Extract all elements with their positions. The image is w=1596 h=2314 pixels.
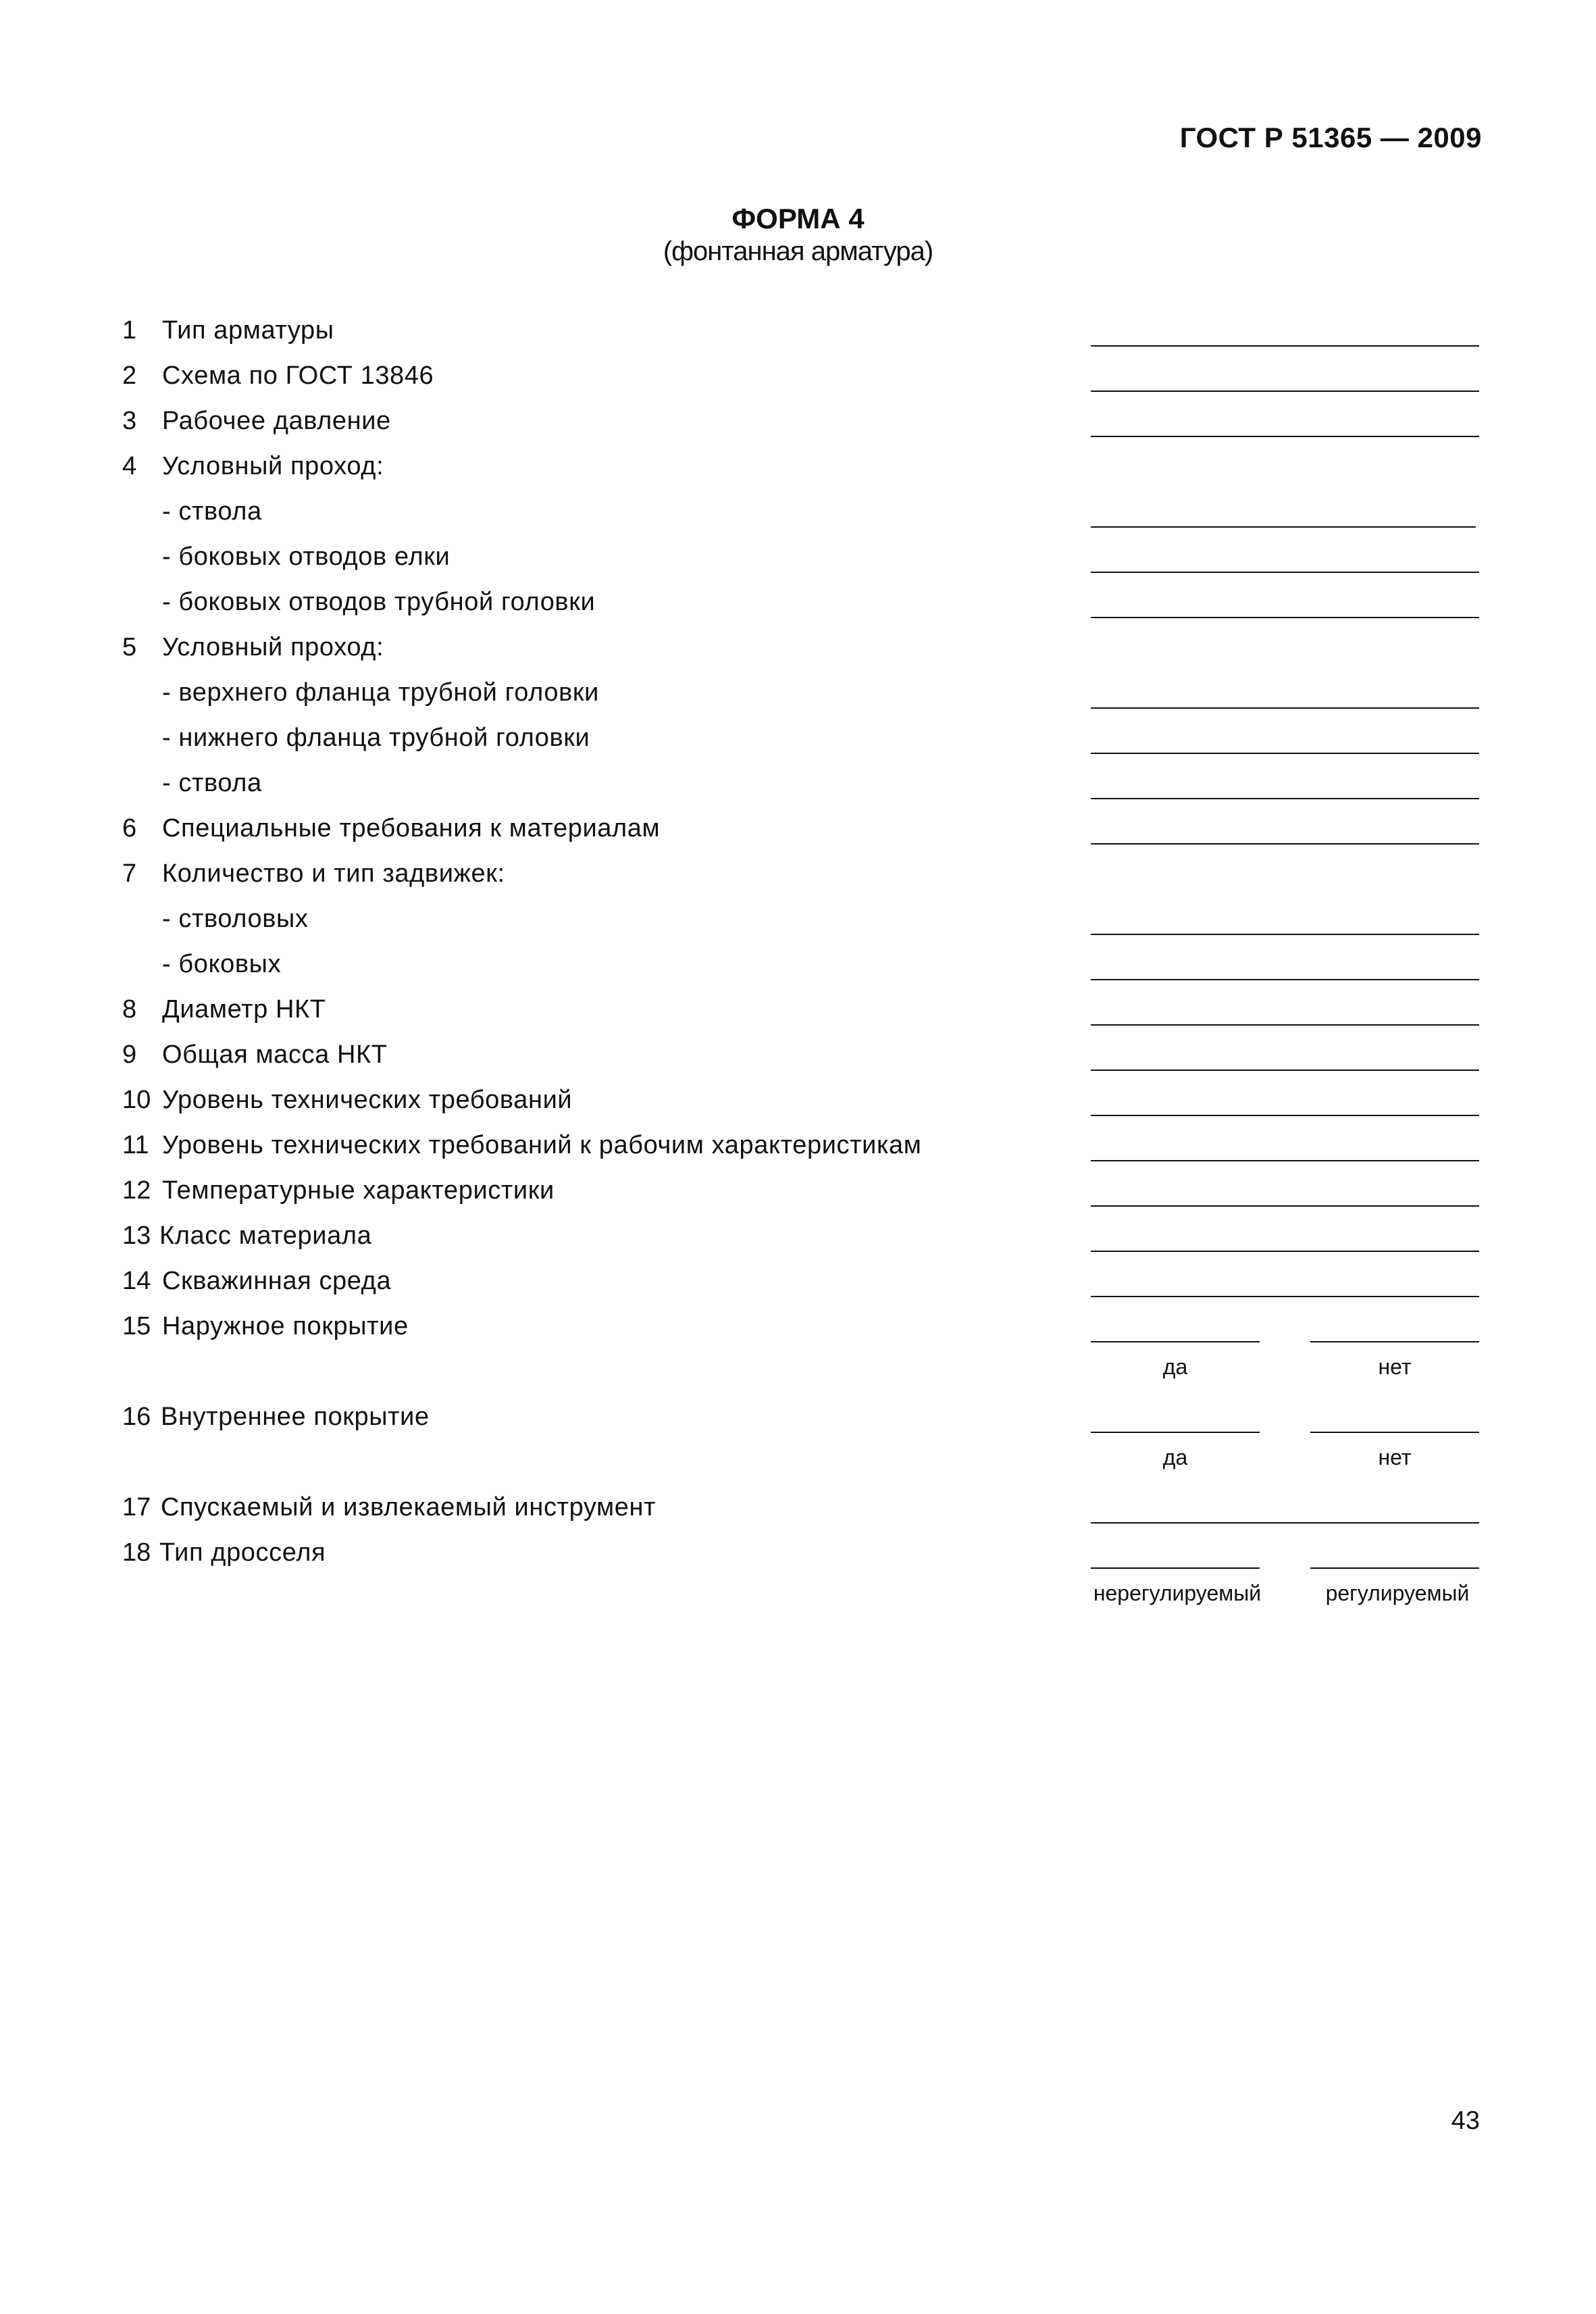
answer-line-no[interactable] (1310, 1341, 1479, 1342)
field-row (0, 858, 1596, 903)
answer-line[interactable] (1091, 436, 1479, 437)
field-number: 1 (122, 316, 137, 345)
form-subtitle: (фонтанная арматура) (663, 236, 933, 266)
field-row (0, 315, 1596, 360)
field-number: 7 (122, 859, 137, 888)
field-number: 16 (122, 1403, 151, 1431)
answer-line-unregulated[interactable] (1091, 1567, 1260, 1569)
field-row (0, 994, 1596, 1039)
answer-line-yes[interactable] (1091, 1432, 1260, 1433)
field-label: Внутреннее покрытие (161, 1403, 430, 1431)
answer-line[interactable] (1091, 979, 1479, 980)
answer-line[interactable] (1091, 1205, 1479, 1207)
field-row (0, 1130, 1596, 1175)
field-label: - ствола (162, 497, 262, 526)
option-yes-label: да (1162, 1355, 1188, 1379)
field-label: - стволовых (162, 905, 309, 933)
option-yes-label: да (1162, 1445, 1188, 1469)
answer-line-no[interactable] (1310, 1432, 1479, 1433)
answer-line[interactable] (1091, 1160, 1479, 1161)
field-number: 10 (122, 1086, 151, 1114)
field-label: Диаметр НКТ (162, 995, 326, 1024)
field-row (0, 360, 1596, 405)
field-label: - боковых отводов трубной головки (162, 588, 596, 616)
field-row (0, 1039, 1596, 1084)
field-number: 4 (122, 452, 137, 480)
option-regulated-label: регулируемый (1325, 1581, 1470, 1605)
field-row (0, 949, 1596, 994)
answer-line-regulated[interactable] (1310, 1567, 1479, 1569)
field-number: 13 (122, 1222, 151, 1250)
field-number: 3 (122, 407, 137, 435)
answer-line[interactable] (1091, 1296, 1479, 1297)
field-row (0, 1537, 1596, 1625)
answer-line[interactable] (1091, 843, 1479, 845)
answer-line[interactable] (1091, 617, 1479, 618)
field-label: Уровень технических требований к рабочим характеристикам (162, 1131, 922, 1159)
answer-line[interactable] (1091, 1251, 1479, 1252)
field-label: - боковых отводов елки (162, 543, 451, 571)
answer-line[interactable] (1091, 1070, 1479, 1071)
field-number: 12 (122, 1176, 151, 1205)
field-label: Рабочее давление (162, 407, 391, 435)
field-row (0, 405, 1596, 451)
field-label: - боковых (162, 950, 282, 978)
field-row (0, 496, 1596, 541)
field-label: Скважинная среда (162, 1267, 392, 1295)
answer-line[interactable] (1091, 391, 1479, 392)
answer-line[interactable] (1091, 798, 1479, 799)
field-label: - ствола (162, 769, 262, 797)
field-label: Условный проход: (162, 633, 384, 661)
field-row (0, 1311, 1596, 1399)
field-number: 5 (122, 633, 137, 661)
field-row (0, 632, 1596, 677)
field-row (0, 1401, 1596, 1489)
field-label: Температурные характеристики (162, 1176, 555, 1205)
answer-line[interactable] (1091, 572, 1479, 573)
answer-line[interactable] (1091, 1024, 1479, 1026)
field-number: 18 (122, 1538, 151, 1567)
field-row (0, 541, 1596, 586)
answer-line[interactable] (1091, 707, 1479, 709)
field-row (0, 813, 1596, 858)
field-label: Схема по ГОСТ 13846 (162, 361, 434, 390)
answer-line[interactable] (1091, 753, 1479, 754)
field-row (0, 586, 1596, 632)
field-number: 8 (122, 995, 137, 1024)
answer-line[interactable] (1091, 934, 1479, 935)
field-row (0, 1492, 1596, 1537)
field-label: Наружное покрытие (162, 1312, 409, 1340)
field-row (0, 677, 1596, 722)
field-label: Тип дросселя (159, 1538, 326, 1567)
field-label: Условный проход: (162, 452, 384, 480)
page-number: 43 (1451, 2107, 1480, 2135)
field-label: Общая масса НКТ (162, 1040, 388, 1069)
field-number: 14 (122, 1267, 151, 1295)
option-no-label: нет (1378, 1445, 1412, 1469)
answer-line[interactable] (1091, 526, 1476, 528)
field-row (0, 1220, 1596, 1265)
field-label: Класс материала (159, 1222, 372, 1250)
standard-code: ГОСТ Р 51365 — 2009 (1179, 122, 1482, 153)
answer-line-yes[interactable] (1091, 1341, 1260, 1342)
field-row (0, 903, 1596, 949)
field-label: Количество и тип задвижек: (162, 859, 505, 888)
option-no-label: нет (1378, 1355, 1412, 1379)
answer-line[interactable] (1091, 345, 1479, 347)
field-row (0, 722, 1596, 768)
field-row (0, 451, 1596, 496)
field-label: - нижнего фланца трубной головки (162, 724, 590, 752)
field-label: Спускаемый и извлекаемый инструмент (161, 1493, 657, 1521)
field-row (0, 1265, 1596, 1311)
field-row (0, 1084, 1596, 1130)
field-row (0, 1175, 1596, 1220)
field-number: 15 (122, 1312, 151, 1340)
form-title: ФОРМА 4 (731, 203, 865, 234)
field-number: 6 (122, 814, 137, 842)
answer-line[interactable] (1091, 1522, 1479, 1524)
field-label: Уровень технических требований (162, 1086, 573, 1114)
field-label: - верхнего фланца трубной головки (162, 678, 599, 707)
field-number: 17 (122, 1493, 151, 1521)
answer-line[interactable] (1091, 1115, 1479, 1116)
field-number: 9 (122, 1040, 137, 1069)
field-number: 11 (122, 1131, 149, 1159)
option-unregulated-label: нерегулируемый (1093, 1581, 1262, 1605)
field-row (0, 768, 1596, 813)
field-label: Тип арматуры (162, 316, 334, 345)
field-number: 2 (122, 361, 137, 390)
field-label: Специальные требования к материалам (162, 814, 661, 842)
